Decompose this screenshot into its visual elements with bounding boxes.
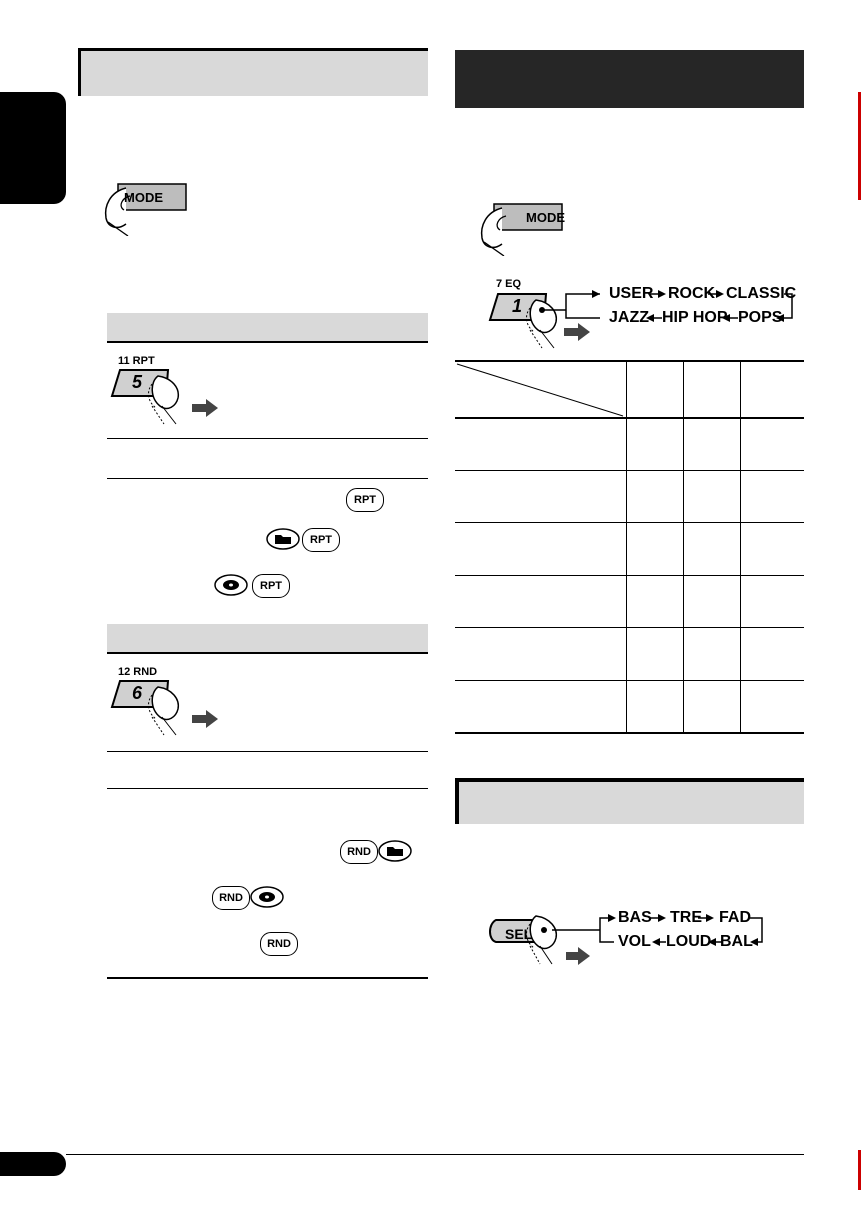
eq-table-col-divider bbox=[626, 362, 627, 732]
folder-icon bbox=[266, 528, 300, 550]
crop-mark-top bbox=[858, 92, 861, 200]
eq-preset-pops: POPS bbox=[738, 309, 783, 326]
crop-mark-bottom bbox=[858, 1150, 861, 1190]
section-header-eq bbox=[455, 50, 804, 108]
rnd-badge-2: RND bbox=[212, 886, 250, 910]
random-key-illustration[interactable] bbox=[106, 677, 226, 737]
disc-icon bbox=[214, 574, 248, 596]
sound-item-bas: BAS bbox=[618, 909, 652, 926]
mode-button-illustration-left bbox=[100, 176, 200, 236]
random-rule-1 bbox=[107, 751, 428, 752]
eq-preset-classic: CLASSIC bbox=[726, 285, 797, 302]
rpt-badge-1: RPT bbox=[346, 488, 384, 512]
rpt-badge-2: RPT bbox=[302, 528, 340, 552]
random-band-rule bbox=[107, 652, 428, 654]
random-key-number: 6 bbox=[132, 683, 143, 703]
section-header-left bbox=[78, 48, 428, 96]
eq-preset-user: USER bbox=[609, 285, 654, 302]
mode-button-label-left[interactable]: MODE bbox=[124, 190, 163, 205]
section-header-sound bbox=[455, 778, 804, 824]
eq-table-row-rule bbox=[455, 627, 804, 628]
eq-preset-rock: ROCK bbox=[668, 285, 716, 302]
eq-preset-jazz: JAZZ bbox=[609, 309, 649, 326]
repeat-key-number: 5 bbox=[132, 372, 143, 392]
repeat-rule-2 bbox=[107, 478, 428, 479]
eq-table-col-divider bbox=[740, 362, 741, 732]
sound-item-loud: LOUD bbox=[666, 933, 712, 950]
repeat-key-illustration[interactable] bbox=[106, 366, 226, 426]
sound-item-vol: VOL bbox=[618, 933, 651, 950]
eq-preset-hiphop: HIP HOP bbox=[662, 309, 728, 326]
repeat-band-rule bbox=[107, 341, 428, 343]
sound-item-fad: FAD bbox=[719, 909, 751, 926]
repeat-key-label: 11 RPT bbox=[118, 355, 155, 367]
eq-table-bottom-rule bbox=[455, 732, 804, 734]
eq-table-row-rule bbox=[455, 470, 804, 471]
random-key-label: 12 RND bbox=[118, 666, 158, 678]
disc-icon bbox=[250, 886, 284, 908]
rnd-badge-1: RND bbox=[340, 840, 378, 864]
folder-icon bbox=[378, 840, 412, 862]
eq-table-col-divider bbox=[683, 362, 684, 732]
repeat-band bbox=[107, 313, 428, 343]
random-band bbox=[107, 624, 428, 654]
footer-rule bbox=[66, 1154, 804, 1155]
sound-item-tre: TRE bbox=[670, 909, 702, 926]
eq-table-corner-diagonal bbox=[455, 362, 625, 418]
eq-key-number: 1 bbox=[512, 296, 523, 316]
sound-item-bal: BAL bbox=[720, 933, 753, 950]
rpt-badge-3: RPT bbox=[252, 574, 290, 598]
eq-key-label: 7 EQ bbox=[496, 278, 522, 290]
page-number-tab bbox=[0, 1152, 66, 1176]
rnd-badge-3: RND bbox=[260, 932, 298, 956]
eq-table-header-rule bbox=[455, 417, 804, 419]
mode-button-label-right[interactable]: MODE bbox=[526, 210, 565, 225]
language-tab bbox=[0, 92, 66, 204]
sel-key-label: SEL bbox=[505, 926, 533, 942]
mode-button-illustration-right bbox=[476, 196, 576, 256]
left-column-end-rule bbox=[107, 977, 428, 979]
eq-table-row-rule bbox=[455, 522, 804, 523]
eq-table-row-rule bbox=[455, 680, 804, 681]
repeat-rule-1 bbox=[107, 438, 428, 439]
random-rule-2 bbox=[107, 788, 428, 789]
eq-table-row-rule bbox=[455, 575, 804, 576]
